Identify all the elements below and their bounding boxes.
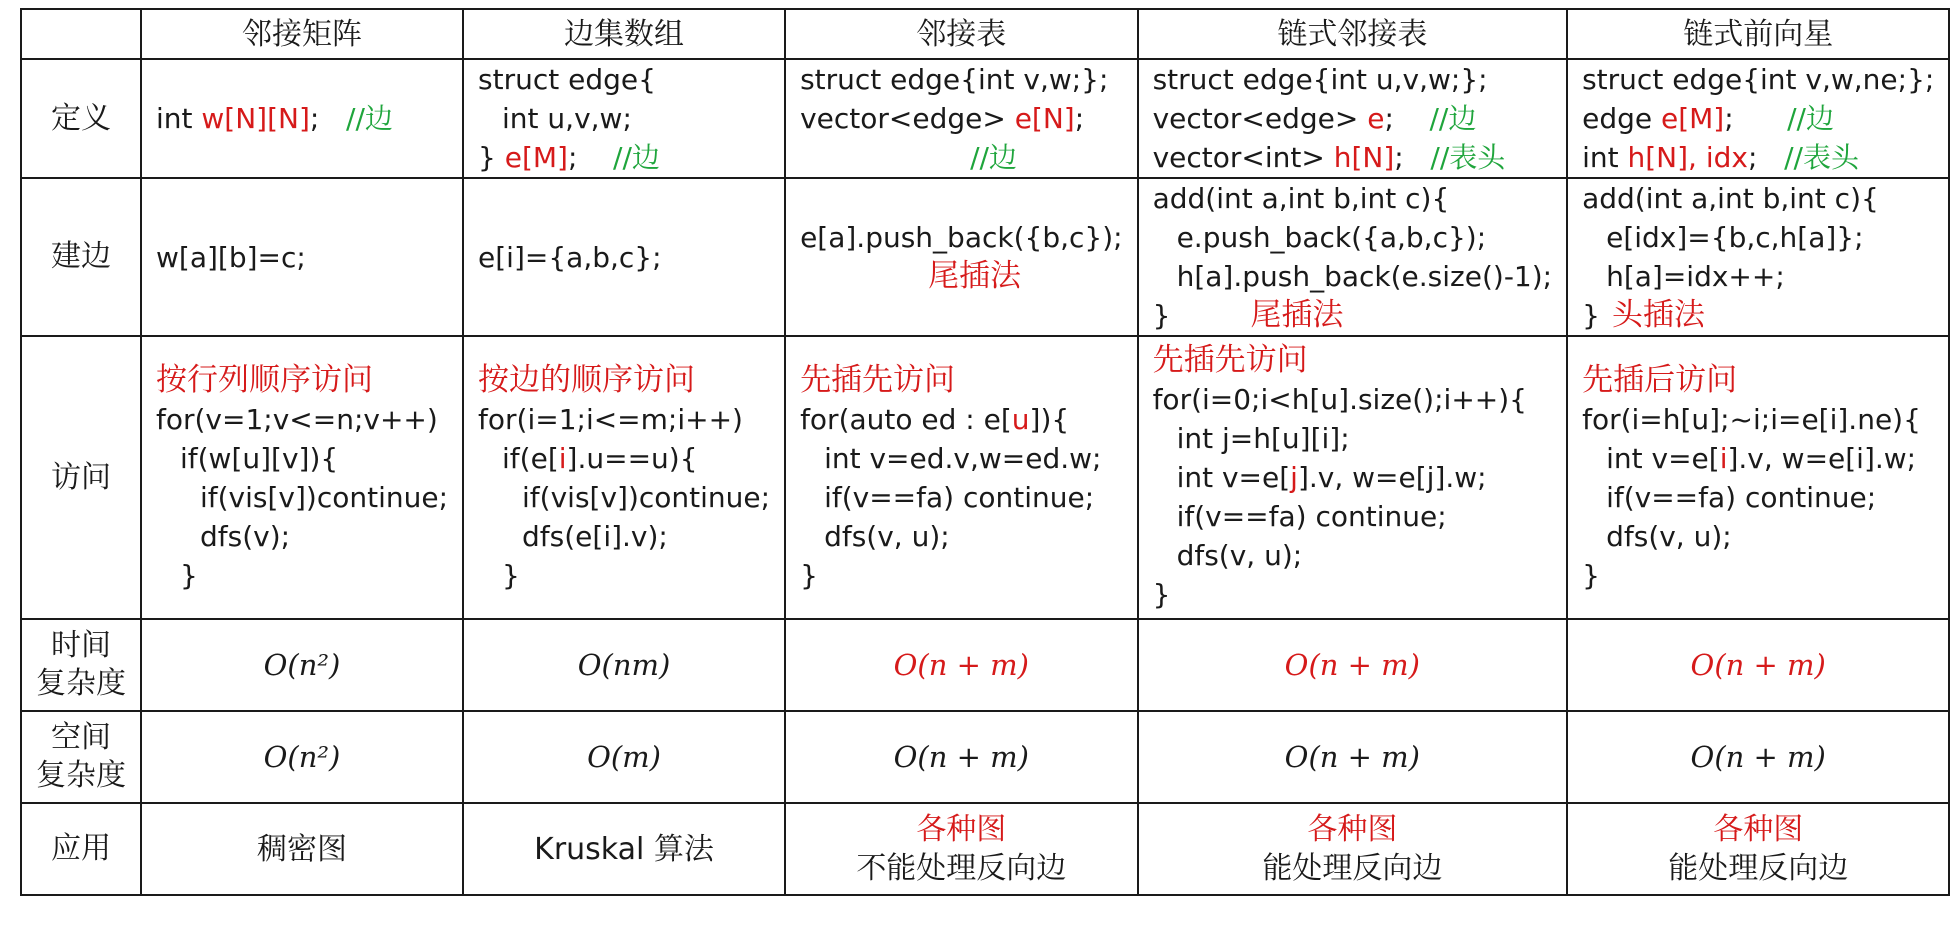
space-adjacency-list: O(n + m) — [785, 711, 1138, 803]
app-chain-forward-star: 各种图 能处理反向边 — [1567, 803, 1949, 895]
row-label-time-complexity: 时间 复杂度 — [21, 619, 141, 711]
time-complexity-row — [21, 619, 1949, 711]
visit-adjacency-list: 先插先访问 for(auto ed : e[u]){ int v=ed.v,w=ed.w; if(v==fa) continue; dfs(v, u); } — [785, 336, 1138, 619]
build-chain-forward-star: add(int a,int b,int c){ e[idx]={b,c,h[a]}; h[a]=idx++; } 头插法 — [1567, 178, 1949, 336]
definition-row — [21, 59, 1949, 178]
time-edge-array: O(nm) — [463, 619, 785, 711]
app-chained-adjacency-list: 各种图 能处理反向边 — [1138, 803, 1568, 895]
time-adjacency-list: O(n + m) — [785, 619, 1138, 711]
row-label-definition: 定义 — [21, 59, 141, 178]
header-row — [21, 9, 1949, 59]
row-label-space-complexity: 空间 复杂度 — [21, 711, 141, 803]
row-label-build-edge: 建边 — [21, 178, 141, 336]
visit-chained-adjacency-list: 先插先访问 for(i=0;i<h[u].size();i++){ int j=h[u][i]; int v=e[j].v, w=e[j].w; if(v==fa) continue; dfs(v, u); } — [1138, 336, 1568, 619]
app-edge-array: Kruskal 算法 — [463, 803, 785, 895]
def-chained-adjacency-list: struct edge{int u,v,w;}; vector<edge> e; //边 vector<int> h[N]; //表头 — [1138, 59, 1568, 178]
comparison-table — [20, 8, 1950, 896]
time-chain-forward-star: O(n + m) — [1567, 619, 1949, 711]
header-adjacency-list: 邻接表 — [785, 9, 1138, 59]
def-edge-array: struct edge{ int u,v,w; } e[M]; //边 — [463, 59, 785, 178]
build-edge-array: e[i]={a,b,c}; — [463, 178, 785, 336]
row-label-visit: 访问 — [21, 336, 141, 619]
build-adjacency-list: e[a].push_back({b,c}); 尾插法 — [785, 178, 1138, 336]
time-adjacency-matrix: O(n²) — [141, 619, 463, 711]
build-chained-adjacency-list: add(int a,int b,int c){ e.push_back({a,b,c}); h[a].push_back(e.size()-1); } 尾插法 — [1138, 178, 1568, 336]
def-chain-forward-star: struct edge{int v,w,ne;}; edge e[M]; //边 int h[N], idx; //表头 — [1567, 59, 1949, 178]
visit-edge-array: 按边的顺序访问 for(i=1;i<=m;i++) if(e[i].u==u){ if(vis[v])continue; dfs(e[i].v); } — [463, 336, 785, 619]
header-chain-forward-star: 链式前向星 — [1567, 9, 1949, 59]
app-adjacency-list: 各种图 不能处理反向边 — [785, 803, 1138, 895]
application-row — [21, 803, 1949, 895]
space-edge-array: O(m) — [463, 711, 785, 803]
space-chained-adjacency-list: O(n + m) — [1138, 711, 1568, 803]
def-adjacency-matrix: int w[N][N]; //边 — [141, 59, 463, 178]
app-adjacency-matrix: 稠密图 — [141, 803, 463, 895]
build-edge-row — [21, 178, 1949, 336]
header-adjacency-matrix: 邻接矩阵 — [141, 9, 463, 59]
corner-cell — [21, 9, 141, 59]
header-edge-array: 边集数组 — [463, 9, 785, 59]
visit-adjacency-matrix: 按行列顺序访问 for(v=1;v<=n;v++) if(w[u][v]){ if(vis[v])continue; dfs(v); } — [141, 336, 463, 619]
visit-chain-forward-star: 先插后访问 for(i=h[u];~i;i=e[i].ne){ int v=e[i].v, w=e[i].w; if(v==fa) continue; dfs(v, u); } — [1567, 336, 1949, 619]
row-label-application: 应用 — [21, 803, 141, 895]
visit-row — [21, 336, 1949, 619]
header-chained-adjacency-list: 链式邻接表 — [1138, 9, 1568, 59]
build-adjacency-matrix: w[a][b]=c; — [141, 178, 463, 336]
space-chain-forward-star: O(n + m) — [1567, 711, 1949, 803]
space-complexity-row — [21, 711, 1949, 803]
def-adjacency-list: struct edge{int v,w;}; vector<edge> e[N]; //边 — [785, 59, 1138, 178]
time-chained-adjacency-list: O(n + m) — [1138, 619, 1568, 711]
space-adjacency-matrix: O(n²) — [141, 711, 463, 803]
